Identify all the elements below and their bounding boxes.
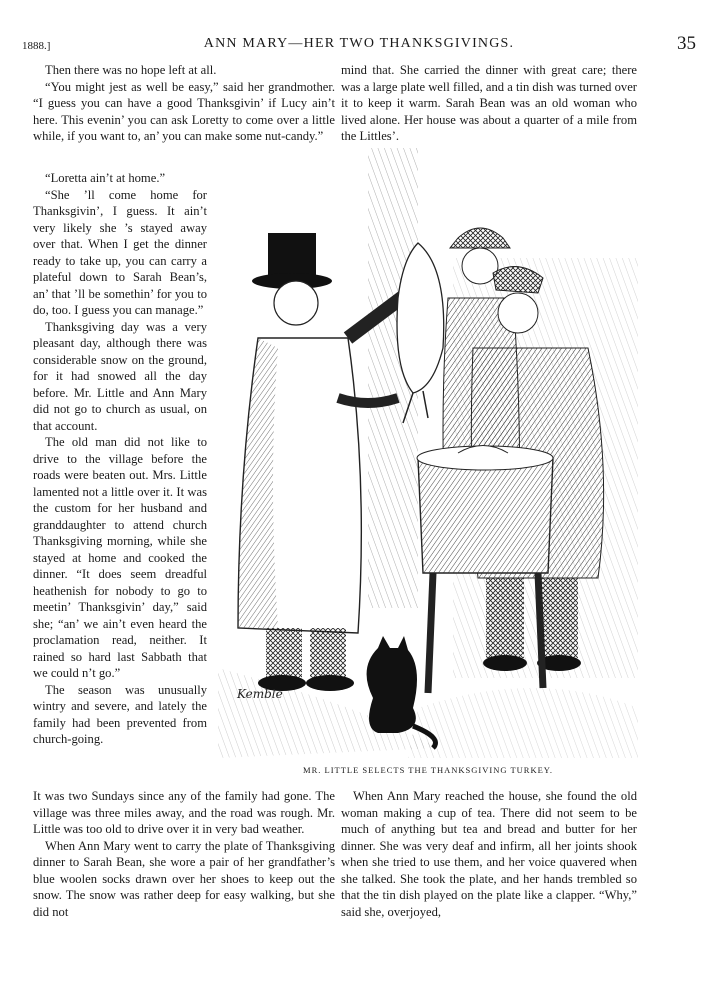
paragraph: Then there was no hope left at all. — [45, 63, 217, 77]
illustration-caption: MR. LITTLE SELECTS THE THANKSGIVING TURKEY. — [303, 765, 553, 775]
paragraph: The season was unusually wintry and severe, and lately the family had been prevented from church-going. — [33, 682, 207, 746]
page-number: 35 — [677, 33, 696, 54]
running-head-date: 1888.] — [22, 40, 51, 52]
paragraph: The old man did not like to drive to the village before the roads were beaten out. Mrs. Little lamented not a little over it. It was the custom for her husband and granddaughter to attend church Thanksgiving morning, while she stayed at home and cooked the dinner. “It does seem dreadful heathenish for nobody to go to meetin’ Thanksgivin’ day,” said she; “an’ we ain’t even heard the proclamation read, neither. It rained so hard last Sabbath that we could n’t go.” — [33, 435, 207, 680]
paragraph: When Ann Mary reached the house, she found the old woman making a cup of tea. There did not seem to be much of anything but tea and bread and butter for her dinner. She was very deaf and infirm, all her joints shook when she tried to use them, and her voice quavered when she talked. She took the plate, and her hands trembled so that the tin dish played on the plate like a clapper. “Why,” said she, overjoyed, — [341, 789, 637, 919]
paragraph: “She ’ll come home for Thanksgivin’, I guess. It ain’t very likely she ’s stayed away over that. When I get the dinner ready to take up, you can carry a plateful down to Sarah Bean’s, an’ that ’ll be somethin’ for you to do, too. I guess you can manage.” — [33, 187, 207, 317]
right-column-bottom — [341, 788, 637, 920]
left-column-bottom — [33, 788, 335, 920]
paragraph: Thanksgiving day was a very pleasant day, although there was considerable snow on the ground, for it had snowed all the day before. Mr. Little and Ann Mary did not go to church as usual, on that account. — [33, 319, 207, 433]
right-column-top — [341, 62, 637, 145]
artist-signature: Kemble — [237, 687, 283, 701]
paragraph: “Loretta ain’t at home.” — [45, 171, 166, 185]
paragraph: It was two Sundays since any of the family had gone. The village was three miles away, and the road was rough. Mr. Little was too old to drive over it in very bad weather. — [33, 789, 335, 836]
paragraph: “You might jest as well be easy,” said her grandmother. “I guess you can have a good Thanksgivin’ if Lucy ain’t here. This evenin’ you can ask Loretty to come over a little while, if you want to, an’ you can make some nut-candy.” — [33, 79, 335, 143]
left-column-top — [33, 62, 335, 145]
paragraph: mind that. She carried the dinner with great care; there was a large plate well filled, and a tin dish was turned over it to keep it warm. Sarah Bean was an old woman who lived alone. Her house was about a quarter of a mile from the Littles’. — [341, 63, 637, 143]
left-column-narrow — [33, 170, 207, 748]
paragraph: When Ann Mary went to carry the plate of Thanksgiving dinner to Sarah Bean, she wore a pair of her grandfather’s blue woolen socks drawn over her shoes to keep out the snow. The snow was rather deep for easy walking, but she did not — [33, 838, 335, 919]
turkey-illustration — [218, 148, 638, 758]
running-head-title: ANN MARY—HER TWO THANKSGIVINGS. — [203, 36, 515, 51]
